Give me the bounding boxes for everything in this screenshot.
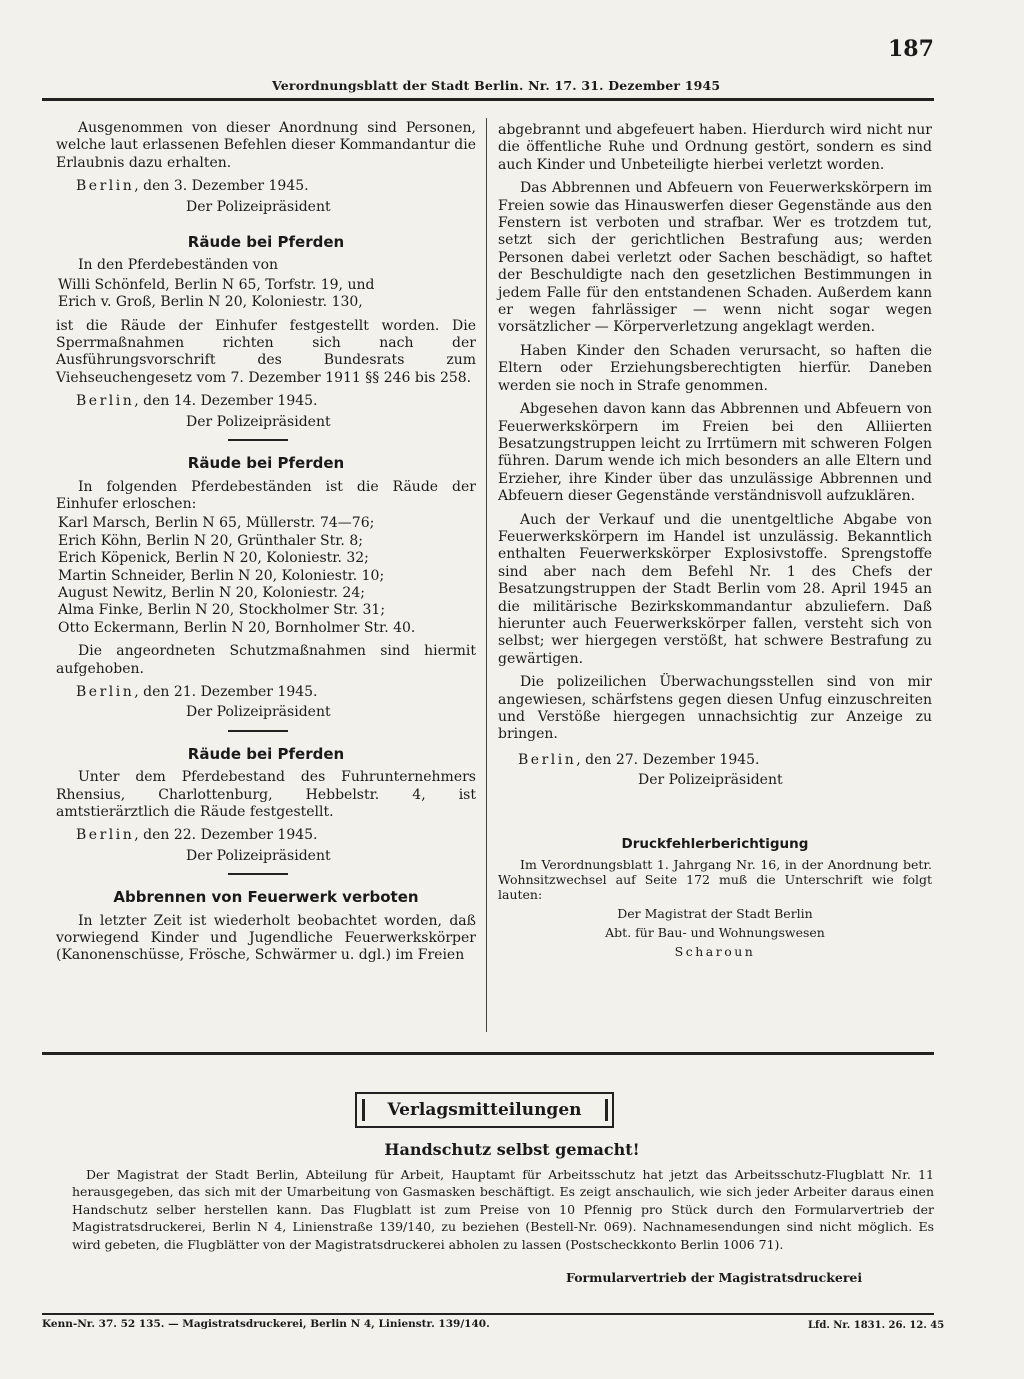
list-item: Erich v. Groß, Berlin N 20, Koloniestr. 130,	[58, 294, 363, 311]
paragraph: Ausgenommen von dieser Anordnung sind Personen, welche laut erlassenen Befehlen dieser Kommandantur die Erlaubnis dazu erhalten.	[56, 120, 476, 171]
section-heading: Räude bei Pferden	[187, 454, 345, 473]
paragraph: Der Magistrat der Stadt Berlin, Abteilung für Arbeit, Hauptamt für Arbeitsschutz hat jetzt das Arbeitsschutz-Flugblatt Nr. 11 herausgegeben, das sich mit der Umarbeitung von Gasmasken beschäftigt. Es zeigt anschaulich, wie sich jeder Arbeiter daraus einen Handschutz selber herstellen kann. Das Flugblatt ist zum Preise von 10 Pfennig pro Stück durch den Formularvertrieb der Magistratsdruckerei, Berlin N 4, Linienstraße 139/140, zu beziehen (Bestell-Nr. 069). Nachnamesendungen sind nicht möglich. Es wird gebeten, die Flugblätter von der Magistratsdruckerei abholen zu lassen (Postscheckkonto Berlin 1006 71).	[72, 1167, 934, 1252]
section-heading: Räude bei Pferden	[187, 233, 345, 252]
city: Berlin	[76, 683, 135, 700]
publisher-notice-title: Verlagsmitteilungen	[362, 1099, 608, 1121]
city: Berlin	[76, 393, 135, 410]
list-item: Otto Eckermann, Berlin N 20, Bornholmer Str. 40.	[58, 619, 416, 636]
list-item: Karl Marsch, Berlin N 65, Müllerstr. 74—76;	[58, 515, 375, 532]
right-column	[498, 122, 932, 959]
notice-body	[72, 1166, 934, 1259]
date-line	[56, 393, 476, 410]
separator-rule	[228, 439, 288, 441]
separator-rule	[228, 730, 288, 732]
list-item: August Newitz, Berlin N 20, Koloniestr. 24;	[58, 584, 365, 601]
date: , den 22. Dezember 1945.	[134, 827, 318, 844]
date: , den 14. Dezember 1945.	[134, 393, 318, 410]
correction-text: Im Verordnungsblatt 1. Jahrgang Nr. 16, in der Anordnung betr. Wohnsitzwechsel auf Seite 172 muß die Unterschrift wie folgt lauten:	[498, 857, 932, 903]
signature: Der Polizeipräsident	[186, 198, 331, 215]
signature: Der Polizeipräsident	[186, 413, 331, 430]
publisher-notice-box	[355, 1092, 614, 1128]
paragraph: Abgesehen davon kann das Abbrennen und Abfeuern von Feuerwerkskörpern im Freien bei den Alliierten Besatzungstruppen leicht zu Irrtümern mit schweren Folgen führen. Darum wende ich mich besonders an alle Eltern und Erzieher, ihre Kinder über das unzulässige Abbrennen und Abfeuern dieser Gegenstände verständnisvoll aufzuklären.	[498, 401, 932, 505]
date: , den 21. Dezember 1945.	[134, 683, 318, 700]
date-line	[498, 752, 932, 769]
paragraph: In letzter Zeit ist wiederholt beobachtet worden, daß vorwiegend Kinder und Jugendliche Feuerwerkskörper (Kanonenschüsse, Frösche, Schwärmer u. dgl.) im Freien	[56, 912, 476, 964]
city: Berlin	[76, 827, 135, 844]
paragraph: In den Pferdebeständen von	[78, 257, 279, 274]
paragraph: Auch der Verkauf und die unentgeltliche Abgabe von Feuerwerkskörpern im Handel ist unzulässig. Bekanntlich enthalten Feuerwerkskörper Explosivstoffe. Sprengstoffe sind aber nach dem Befehl Nr. 1 des Chefs der Besatzungstruppen der Stadt Berlin vom 28. April 1945 an die militärische Bezirkskommandantur abzuliefern. Daß hierunter auch Feuerwerkskörper fallen, versteht sich von selbst; wer hiergegen verstößt, hat schwere Bestrafung zu gewärtigen.	[498, 511, 932, 667]
name-list	[56, 277, 476, 312]
paragraph: Das Abbrennen und Abfeuern von Feuerwerkskörpern im Freien sowie das Hinauswerfen dieser Gegenstände aus den Fenstern ist verboten und strafbar. Wer es trotzdem tut, setzt sich der gerichtlichen Bestrafung aus; werden Personen dabei verletzt oder Sachen beschädigt, so haftet der Beschuldigte nach den gesetzlichen Bestimmungen in jedem Falle für den entstandenen Schaden. Außerdem kann er wegen fahrlässiger — wenn nicht sogar wegen vorsätzlicher — Körperverletzung angeklagt werden.	[498, 180, 932, 336]
correction-heading: Druckfehlerberichtigung	[621, 835, 809, 852]
name-list	[56, 515, 476, 637]
date-line	[56, 178, 476, 195]
header-rule	[42, 98, 934, 101]
footer-serial: Lfd. Nr. 1831. 26. 12. 45	[808, 1320, 945, 1331]
notice-subtitle: Handschutz selbst gemacht!	[384, 1140, 640, 1159]
signature: Der Polizeipräsident	[186, 847, 331, 864]
city: Berlin	[518, 751, 577, 768]
paragraph: abgebrannt und abgefeuert haben. Hierdurch wird nicht nur die öffentliche Ruhe und Ordnung gestört, sondern es sind auch Kinder und Unbeteiligte hierbei verletzt worden.	[498, 122, 932, 173]
signature: Der Polizeipräsident	[638, 772, 783, 789]
paragraph: Die angeordneten Schutzmaßnahmen sind hiermit aufgehoben.	[56, 643, 476, 677]
separator-rule	[228, 873, 288, 875]
paragraph: ist die Räude der Einhufer festgestellt worden. Die Sperrmaßnahmen richten sich nach der Ausführungsvorschrift des Bundesrats zum Viehseuchengesetz vom 7. Dezember 1911 §§ 246 bis 258.	[56, 317, 476, 386]
notice-signature: Formularvertrieb der Magistratsdruckerei	[566, 1270, 863, 1285]
list-item: Willi Schönfeld, Berlin N 65, Torfstr. 19, und	[58, 276, 375, 293]
date-line	[56, 827, 476, 844]
left-column	[56, 120, 476, 971]
page-number: 187	[888, 36, 934, 62]
section-heading: Räude bei Pferden	[187, 744, 345, 763]
column-divider	[486, 118, 487, 1032]
footer-imprint: Kenn-Nr. 37. 52 135. — Magistratsdruckerei, Berlin N 4, Linienstr. 139/140.	[42, 1318, 490, 1330]
footer-rule	[42, 1313, 934, 1315]
running-title: Verordnungsblatt der Stadt Berlin. Nr. 17. 31. Dezember 1945	[272, 78, 721, 93]
correction-signature: Abt. für Bau- und Wohnungswesen	[605, 925, 825, 941]
date: , den 3. Dezember 1945.	[134, 178, 309, 195]
list-item: Erich Köhn, Berlin N 20, Grünthaler Str. 8;	[58, 532, 363, 549]
list-item: Martin Schneider, Berlin N 20, Koloniestr. 10;	[58, 567, 385, 584]
paragraph: Die polizeilichen Überwachungsstellen sind von mir angewiesen, schärfstens gegen diesen Unfug einzuschreiten und Verstöße hiergegen unnachsichtig zur Anzeige zu bringen.	[498, 674, 932, 743]
list-item: Erich Köpenick, Berlin N 20, Koloniestr. 32;	[58, 550, 369, 567]
signature: Der Polizeipräsident	[186, 704, 331, 721]
section-rule	[42, 1052, 934, 1055]
correction-signature: Scharoun	[674, 944, 756, 960]
correction-signature: Der Magistrat der Stadt Berlin	[617, 906, 813, 922]
section-heading: Abbrennen von Feuerwerk verboten	[113, 888, 419, 907]
list-item: Alma Finke, Berlin N 20, Stockholmer Str. 31;	[58, 602, 386, 619]
paragraph: Unter dem Pferdebestand des Fuhrunternehmers Rhensius, Charlottenburg, Hebbelstr. 4, ist amtstierärztlich die Räude festgestellt.	[56, 769, 476, 820]
city: Berlin	[76, 178, 135, 195]
paragraph: In folgenden Pferdebeständen ist die Räude der Einhufer erloschen:	[56, 478, 476, 512]
date-line	[56, 684, 476, 701]
paragraph: Haben Kinder den Schaden verursacht, so haften die Eltern oder Erziehungsberechtigten hierfür. Daneben werden sie noch in Strafe genommen.	[498, 342, 932, 394]
correction-block	[498, 857, 932, 959]
date: , den 27. Dezember 1945.	[576, 751, 760, 768]
